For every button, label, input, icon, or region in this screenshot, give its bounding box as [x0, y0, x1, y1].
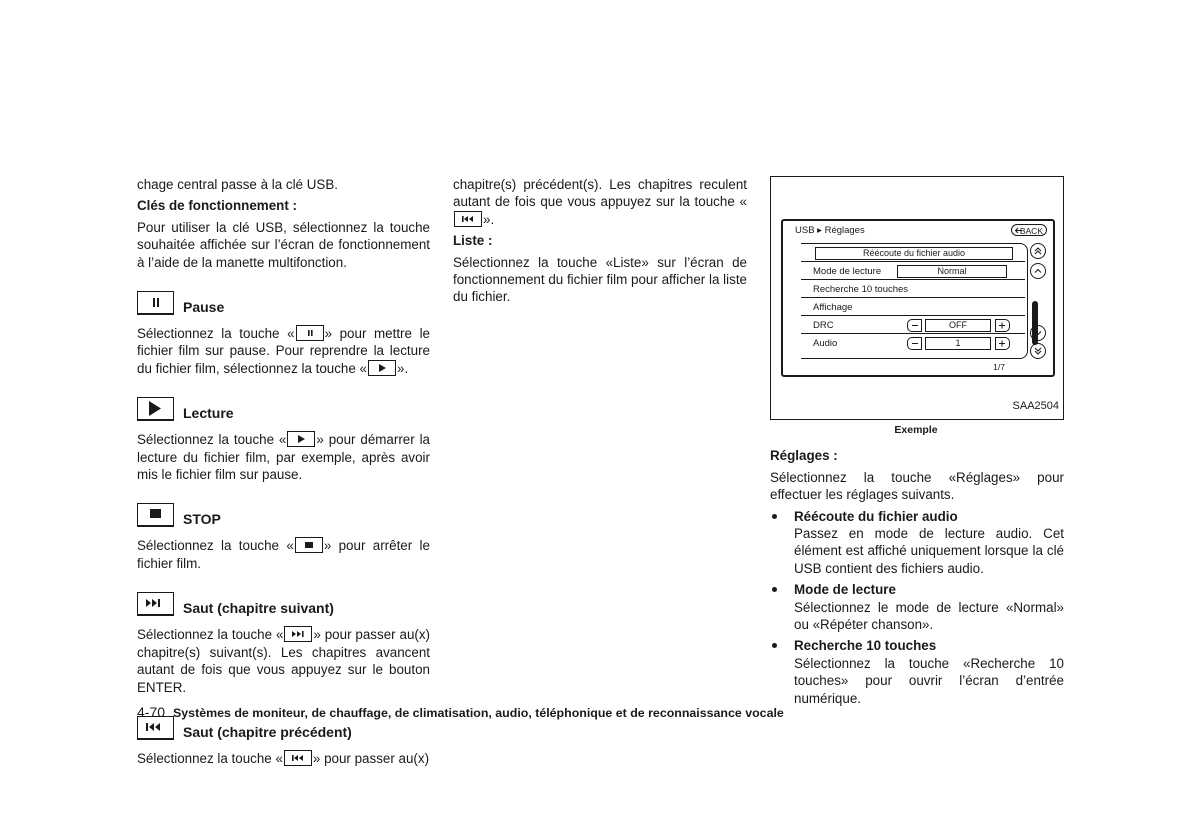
double-chevron-up-icon	[1031, 244, 1045, 258]
recherche-label: Recherche 10 touches	[813, 284, 909, 295]
lecture-text: Sélectionnez la touche « » pour démarrer la lecture du fichier film, par exemple, après avoir mis le fichier film sur pause.	[137, 432, 430, 483]
minus-icon	[908, 338, 921, 349]
affichage-label: Affichage	[813, 302, 853, 313]
stop-icon	[295, 537, 323, 553]
list-item	[770, 508, 1064, 578]
row-drc[interactable]	[801, 316, 1025, 334]
column-middle	[453, 176, 747, 310]
back-button[interactable]	[1011, 224, 1047, 236]
stop-text: Sélectionnez la touche « » pour arrêter le fichier film.	[137, 538, 430, 571]
prev-chapter-continued: chapitre(s) précédent(s). Les chapitres reculent autant de fois que vous appuyez sur la touche « ».	[453, 177, 747, 227]
prev-chapter-title: Saut (chapitre précédent)	[183, 723, 352, 740]
pause-title: Pause	[183, 299, 225, 316]
reglages-list	[770, 508, 1064, 707]
stop-title: STOP	[183, 511, 221, 528]
drc-label: DRC	[813, 320, 834, 331]
next-chapter-header	[137, 592, 430, 619]
audio-label: Audio	[813, 338, 838, 349]
drc-plus-button[interactable]	[995, 319, 1010, 332]
mode-value: Normal	[897, 265, 1007, 278]
skip-back-icon	[284, 750, 312, 766]
double-chevron-down-icon	[1031, 344, 1045, 358]
list-item	[770, 581, 1064, 633]
keys-heading: Clés de fonctionnement :	[137, 198, 297, 214]
back-arrow-icon	[1015, 227, 1023, 235]
item-text: Sélectionnez la touche «Recherche 10 touches» pour ouvrir l’écran d’entrée numérique.	[794, 655, 1064, 706]
row-reecoute[interactable]	[801, 244, 1025, 262]
page-footer	[137, 704, 784, 722]
screen-title: USB ▸ Réglages	[795, 225, 865, 236]
reglages-heading: Réglages :	[770, 448, 838, 464]
reglages-text: Sélectionnez la touche «Réglages» pour effectuer les réglages suivants.	[770, 469, 1064, 503]
skip-forward-icon	[284, 626, 312, 642]
prev-chapter-text: Sélectionnez la touche « » pour passer au(x)	[137, 750, 430, 766]
figure-code: SAA2504	[1012, 399, 1059, 412]
pause-icon	[296, 325, 324, 341]
scroll-down-button[interactable]	[1030, 325, 1046, 341]
settings-screen-figure	[770, 176, 1064, 420]
chevron-up-icon	[1031, 264, 1045, 278]
stop-icon	[137, 503, 174, 527]
back-label: BACK	[1019, 226, 1043, 236]
audio-minus-button[interactable]	[907, 337, 922, 350]
keys-text: Pour utiliser la clé USB, sélectionnez la touche souhaitée affichée sur l’écran de fonctionnement à l’aide de la manette multifonction.	[137, 219, 430, 270]
drc-minus-button[interactable]	[907, 319, 922, 332]
lecture-header	[137, 397, 430, 424]
plus-icon	[996, 338, 1009, 349]
reecoute-field: Réécoute du fichier audio	[815, 247, 1013, 260]
item-title: Recherche 10 touches	[794, 638, 937, 654]
lecture-title: Lecture	[183, 405, 234, 422]
plus-icon	[996, 320, 1009, 331]
figure-caption: Exemple	[894, 424, 938, 436]
audio-value: 1	[925, 337, 991, 350]
item-title: Réécoute du fichier audio	[794, 508, 958, 524]
page-number: 4-70	[137, 704, 166, 720]
pause-icon	[137, 291, 174, 315]
skip-forward-icon	[137, 592, 174, 616]
item-text: Passez en mode de lecture audio. Cet élément est affiché uniquement lorsque la clé USB contient des fichiers audio.	[794, 526, 1064, 576]
audio-plus-button[interactable]	[995, 337, 1010, 350]
mode-label: Mode de lecture	[813, 266, 882, 277]
column-right	[770, 176, 1064, 711]
item-title: Mode de lecture	[794, 582, 896, 598]
usb-settings-screen	[781, 219, 1055, 377]
play-icon	[368, 360, 396, 376]
page-indicator: 1/7	[993, 362, 1005, 372]
liste-heading: Liste :	[453, 233, 493, 249]
liste-text: Sélectionnez la touche «Liste» sur l’écran de fonctionnement du fichier film pour afficher la liste du fichier.	[453, 254, 747, 305]
next-chapter-title: Saut (chapitre suivant)	[183, 600, 334, 617]
play-icon	[287, 431, 315, 447]
column-left	[137, 176, 430, 771]
stop-header	[137, 503, 430, 530]
settings-list	[801, 243, 1028, 359]
item-text: Sélectionnez le mode de lecture «Normal» ou «Répéter chanson».	[794, 599, 1064, 633]
pause-text: Sélectionnez la touche « » pour mettre le fichier film sur pause. Pour reprendre la lecture du fichier film, sélectionnez la touche « ».	[137, 326, 430, 376]
play-icon	[137, 397, 174, 421]
page-down-button[interactable]	[1030, 343, 1046, 359]
scroll-up-button[interactable]	[1030, 263, 1046, 279]
next-chapter-text: Sélectionnez la touche « » pour passer au(x) chapitre(s) suivant(s). Les chapitres avancent autant de fois que vous appuyez sur le bouton ENTER.	[137, 627, 430, 695]
row-recherche[interactable]	[801, 280, 1025, 298]
drc-value: OFF	[925, 319, 991, 332]
list-item	[770, 637, 1064, 707]
chevron-down-icon	[1031, 326, 1045, 340]
intro-text: chage central passe à la clé USB.	[137, 177, 338, 192]
row-audio[interactable]	[801, 334, 1025, 352]
page-up-button[interactable]	[1030, 243, 1046, 259]
skip-back-icon	[454, 211, 482, 227]
row-affichage[interactable]	[801, 298, 1025, 316]
footer-title: Systèmes de moniteur, de chauffage, de climatisation, audio, téléphonique et de reconnaissance vocale	[173, 706, 784, 720]
pause-header	[137, 291, 430, 318]
row-mode-lecture[interactable]	[801, 262, 1025, 280]
minus-icon	[908, 320, 921, 331]
